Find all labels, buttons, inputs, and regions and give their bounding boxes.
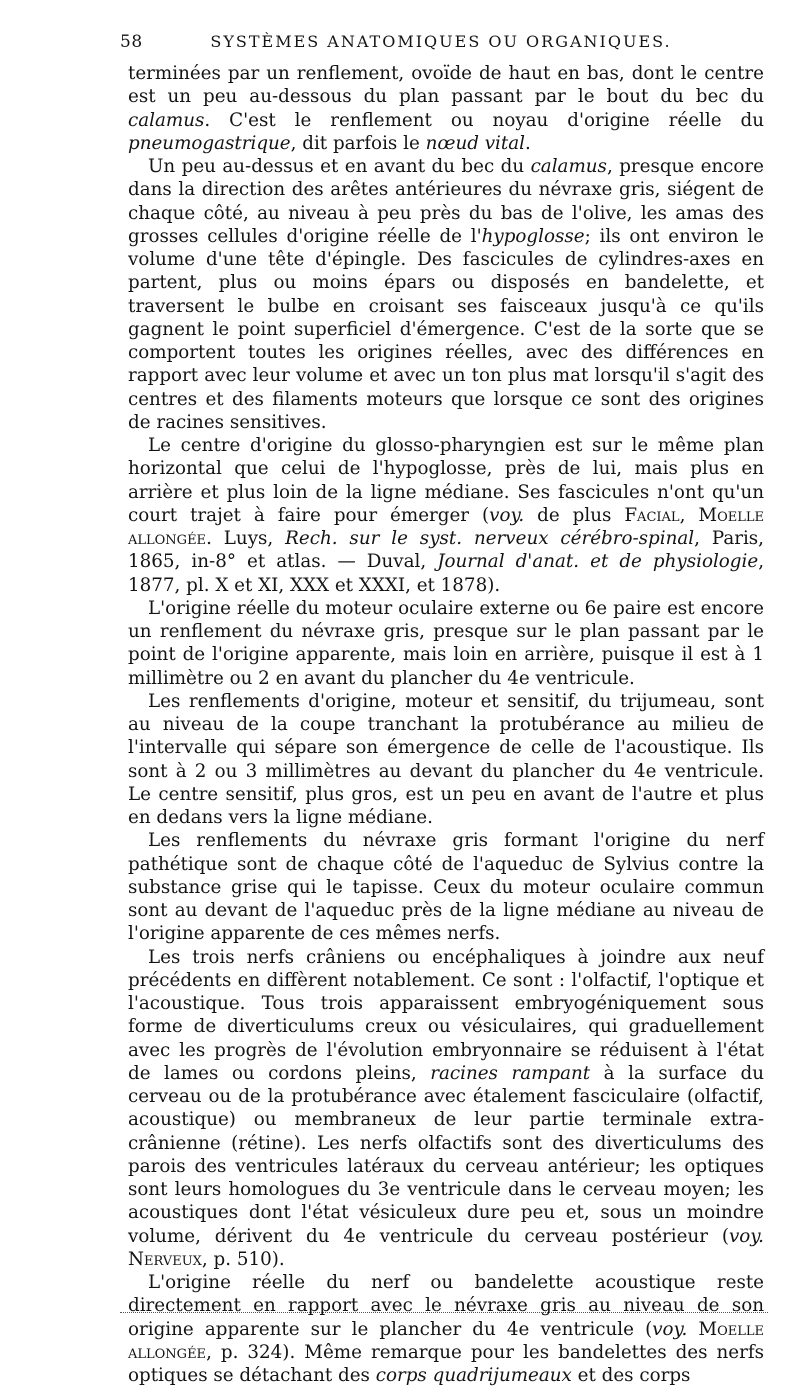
text-run: Facial	[624, 504, 680, 526]
paragraph	[128, 946, 764, 1272]
text-run: Moelle allongée	[128, 504, 764, 549]
text-run: Journal d'anat. et de physiologie	[437, 551, 759, 573]
running-head	[120, 32, 762, 56]
paragraph	[128, 690, 764, 830]
text-run: Rech. sur le syst. nerveux cérébro-spinal	[285, 528, 695, 549]
paragraph	[128, 62, 764, 155]
text-run: , dit parfois le	[290, 132, 426, 154]
text-run: Les trois nerfs crâniens ou encéphaliques à joindre aux neuf précédents en diffèrent notablement. Ce sont : l'olfactif, l'optique et l'acoustique. Tous trois apparaissent embryogéniquement sous forme de diverticulums creux ou vésiculaires, qui graduellement avec les progrès de l'évolution embryonnaire se réduisent à l'état de lames ou cordons pleins,	[128, 946, 764, 1084]
text-run: calamus	[530, 156, 607, 177]
text-run: ; ils ont environ le volume d'une tête d'épingle. Des fascicules de cylindres-axes en partent, plus ou moins épars ou disposés en bandelette, et traversent le bulbe en croisant ses faisceaux jusqu'à ce qu'ils gagnent le point superficiel d'émergence. C'est de la sorte que se comportent toutes les origines réelles, avec des différences en rapport avec leur volume et avec un ton plus mat lorsqu'il s'agit des centres et des filaments moteurs que lorsque ce sont des origines de racines sensitives.	[128, 225, 764, 433]
text-run: pneumogastrique	[128, 132, 291, 154]
text-run: de plus	[524, 504, 625, 526]
text-run: Un peu au-dessus et en avant du bec du	[148, 156, 531, 177]
text-run: L'origine réelle du moteur oculaire externe ou 6e paire est encore un renflement du névraxe gris, presque sur le plan passant par le point de l'origine apparente, mais loin en arrière, puisque il est à 1 millimètre ou 2 en avant du plancher du 4e ventricule.	[128, 597, 764, 689]
running-title: SYSTÈMES ANATOMIQUES OU ORGANIQUES.	[210, 32, 672, 51]
text-run: .	[525, 132, 531, 154]
text-run: à la surface du cerveau ou de la protubérance avec étalement fasciculaire (olfactif, acoustique) ou membraneux de leur partie terminale extra-crânienne (rétine). Les nerfs olfactifs sont des diverticulums des parois des ventricules latéraux du cerveau antérieur; les optiques sont leurs homologues du 3e ventricule dans le cerveau moyen; les acoustiques dont l'état vésiculeux dure peu et, sous un moindre volume, dérivent du 4e ventricule du cerveau postérieur (	[128, 1062, 764, 1247]
text-run: voy.	[728, 1225, 764, 1247]
text-run: L'origine réelle du nerf ou bandelette acoustique reste directement en rapport avec le névraxe gris au niveau de son origine apparente sur le plancher du 4e ventricule (	[128, 1272, 764, 1340]
text-run: Moelle allongée	[128, 1318, 764, 1363]
text-run: et des corps	[571, 1365, 691, 1386]
text-run: , presque encore dans la direction des arêtes antérieures du névraxe gris, siégent de chaque côté, au niveau à peu près du bas de l'olive, les amas des grosses cellules d'origine réelle de l'	[128, 156, 764, 247]
text-run: Les renflements d'origine, moteur et sensitif, du trijumeau, sont au niveau de la coupe tranchant la protubérance au milieu de l'intervalle qui sépare son émergence de celle de l'acoustique. Ils sont à 2 ou 3 millimètres au devant du plancher du 4e ventricule. Le centre sensitif, plus gros, est un peu en avant de l'autre et plus en dedans vers la ligne médiane.	[128, 690, 764, 828]
text-run: nœud vital	[425, 132, 525, 154]
text-run: ,	[679, 504, 699, 526]
paragraph	[128, 597, 764, 690]
text-run: , 1877, pl. X et XI, XXX et XXXI, et 1878).	[128, 551, 764, 596]
text-run: , p. 510).	[201, 1248, 285, 1270]
text-run: Les renflements du névraxe gris formant l'origine du nerf pathétique sont de chaque côté de l'aqueduc de Sylvius contre la substance grise qui le tapisse. Ceux du moteur oculaire commun sont au devant de l'aqueduc près de la ligne médiane au niveau de l'origine apparente de ces mêmes nerfs.	[128, 830, 764, 945]
text-run: Le centre d'origine du glosso-pharyngien est sur le même plan horizontal que celui de l'hypoglosse, près de lui, mais plus en arrière et plus loin de la ligne médiane. Ses fascicules n'ont qu'un court trajet à faire pour émerger (	[128, 435, 764, 526]
paragraph	[128, 434, 764, 597]
paragraph	[128, 155, 764, 434]
text-run: Nerveux	[128, 1248, 202, 1270]
text-run: voy.	[489, 504, 525, 526]
text-run: hypoglosse	[481, 225, 585, 247]
text-run: , p. 324). Même remarque pour les bandelettes des nerfs optiques se détachant des	[128, 1341, 764, 1386]
text-run: . Luys,	[206, 528, 286, 549]
page-number: 58	[120, 32, 143, 52]
text-run: voy.	[652, 1318, 688, 1340]
footer-dotted-rule	[120, 1312, 768, 1313]
text-run: terminées par un renflement, ovoïde de haut en bas, dont le centre est un peu au-dessous du plan passant par le bout du bec du	[128, 63, 764, 108]
text-run: corps quadrijumeaux	[375, 1365, 572, 1386]
text-run: . C'est le renflement ou noyau d'origine réelle du	[204, 109, 764, 131]
paragraph	[128, 829, 764, 945]
paragraph	[128, 1271, 764, 1387]
text-run	[687, 1319, 698, 1340]
text-run: calamus	[128, 109, 205, 131]
body-text	[128, 62, 764, 1387]
text-run: , Paris, 1865, in-8° et atlas. — Duval,	[128, 528, 764, 573]
text-run: racines rampant	[430, 1062, 591, 1084]
